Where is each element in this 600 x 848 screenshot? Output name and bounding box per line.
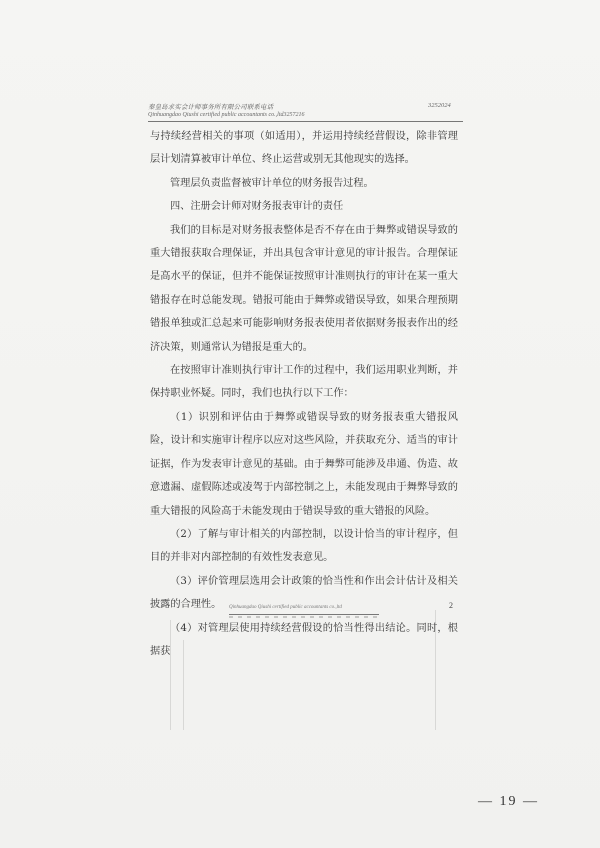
paragraph-item-4: （4）对管理层使用持续经营假设的恰当性得出结论。同时，根据获 (150, 622, 458, 657)
page-header (148, 102, 463, 124)
footer-firm-name: Qinhuangdao Qiushi certified public accountants co.,ltd (229, 605, 342, 610)
paragraph-judgment: 在按照审计准则执行审计工作的过程中，我们运用职业判断，并保持职业怀疑。同时，我们也执行以下工作： (150, 365, 458, 400)
section-heading: 四、注册会计师对财务报表审计的责任 (170, 201, 344, 213)
firm-name-english: Qinhuangdao Qiushi certified public accountants co.,ltd3257216 (148, 112, 305, 118)
header-divider (148, 121, 463, 122)
page-number: 2 (449, 601, 453, 610)
paragraph-item-1: （1）识别和评估由于舞弊或错误导致的财务报表重大错报风险，设计和实施审计程序以应对这些风险，并获取充分、适当的审计证据，作为发表审计意见的基础。由于舞弊可能涉及串通、伪造、故意遗漏、虚假陈述或凌驾于内部控制之上，未能发现由于舞弊导致的重大错报的风险高于未能发现由于错误导致的重大错报的风险。 (150, 411, 458, 517)
bottom-page-number: — 19 — (478, 794, 539, 809)
footer-divider (229, 614, 379, 615)
page-footer (229, 605, 379, 619)
paragraph-oversight: 管理层负责监督被审计单位的财务报告过程。 (170, 177, 374, 189)
paragraph-going-concern: 与持续经营相关的事项（如适用），并运用持续经营假设，除非管理层计划清算被审计单位、终止运营或别无其他现实的选择。 (150, 131, 458, 166)
firm-name: 秦皇岛求实会计师事务所有限公司联系电话 (148, 103, 274, 111)
document-code: 3252024 (428, 102, 451, 109)
paragraph-item-3: （3）评价管理层选用会计政策的恰当性和作出会计估计及相关披露的合理性。 (150, 575, 458, 611)
paragraph-item-2: （2）了解与审计相关的内部控制，以设计恰当的审计程序，但目的并非对内部控制的有效性发表意见。 (150, 528, 458, 564)
footer-dashes (229, 616, 379, 618)
report-body (150, 125, 458, 663)
paragraph-objective: 我们的目标是对财务报表整体是否不存在由于舞弊或错误导致的重大错报获取合理保证，并出具包含审计意见的审计报告。合理保证是高水平的保证，但并不能保证按照审计准则执行的审计在某一重大错报存在时总能发现。错报可能由于舞弊或错误导致，如果合理预期错报单独或汇总起来可能影响财务报表使用者依据财务报表作出的经济决策，则通常认为错报是重大的。 (150, 224, 458, 353)
